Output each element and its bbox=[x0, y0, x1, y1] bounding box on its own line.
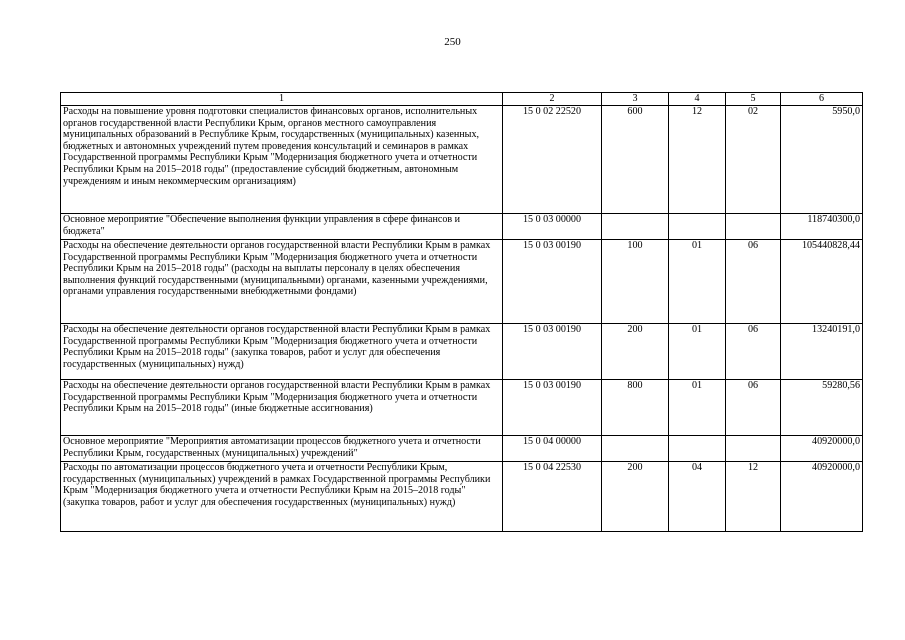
column-header-4: 4 bbox=[669, 93, 726, 106]
row-expense-type: 200 bbox=[602, 324, 669, 380]
row-subsection: 06 bbox=[726, 240, 781, 324]
page-number: 250 bbox=[444, 36, 461, 48]
column-header-1: 1 bbox=[61, 93, 503, 106]
table-row bbox=[61, 240, 863, 324]
column-header-6: 6 bbox=[781, 93, 863, 106]
header-row bbox=[61, 93, 863, 106]
row-amount: 40920000,0 bbox=[781, 436, 863, 462]
row-subsection: 06 bbox=[726, 380, 781, 436]
row-expense-type: 200 bbox=[602, 462, 669, 532]
row-section bbox=[669, 436, 726, 462]
row-description: Расходы на обеспечение деятельности органов государственной власти Республики Крым в рамках Государственной программы Республики Крым "Модернизация бюджетного учета и отчетности Республики Крым на 2015–2018 годы" (иные бюджетные ассигнования) bbox=[61, 380, 503, 436]
row-description: Расходы на обеспечение деятельности органов государственной власти Республики Крым в рамках Государственной программы Республики Крым "Модернизация бюджетного учета и отчетности Республики Крым на 2015–2018 годы" (закупка товаров, работ и услуг для обеспечения государственных (муниципальных) нужд) bbox=[61, 324, 503, 380]
row-target-article: 15 0 02 22520 bbox=[503, 106, 602, 214]
table-header bbox=[61, 93, 863, 106]
row-amount: 59280,56 bbox=[781, 380, 863, 436]
row-expense-type bbox=[602, 214, 669, 240]
row-target-article: 15 0 03 00190 bbox=[503, 380, 602, 436]
row-expense-type bbox=[602, 436, 669, 462]
table-row bbox=[61, 380, 863, 436]
table-row bbox=[61, 462, 863, 532]
row-description: Расходы по автоматизации процессов бюджетного учета и отчетности Республики Крым, государственных (муниципальных) учреждений в рамках Государственной программы Республики Крым "Модернизация бюджетного учета и отчетности Республики Крым на 2015–2018 годы" (закупка товаров, работ и услуг для обеспечения государственных (муниципальных) нужд) bbox=[61, 462, 503, 532]
row-target-article: 15 0 03 00190 bbox=[503, 240, 602, 324]
row-amount: 40920000,0 bbox=[781, 462, 863, 532]
table-row bbox=[61, 324, 863, 380]
row-section bbox=[669, 214, 726, 240]
row-amount: 105440828,44 bbox=[781, 240, 863, 324]
column-header-3: 3 bbox=[602, 93, 669, 106]
row-target-article: 15 0 04 00000 bbox=[503, 436, 602, 462]
row-subsection bbox=[726, 436, 781, 462]
row-description: Основное мероприятие "Мероприятия автоматизации процессов бюджетного учета и отчетности Республики Крым, государственных (муниципальных) учреждений" bbox=[61, 436, 503, 462]
row-target-article: 15 0 03 00000 bbox=[503, 214, 602, 240]
row-subsection: 02 bbox=[726, 106, 781, 214]
row-description: Расходы на обеспечение деятельности органов государственной власти Республики Крым в рамках Государственной программы Республики Крым "Модернизация бюджетного учета и отчетности Республики Крым на 2015–2018 годы" (расходы на выплаты персоналу в целях обеспечения выполнения функций государственными (муниципальными) органами, казенными учреждениями, органами управления государственными внебюджетными фондами) bbox=[61, 240, 503, 324]
row-expense-type: 600 bbox=[602, 106, 669, 214]
row-description: Основное мероприятие "Обеспечение выполнения функции управления в сфере финансов и бюджета" bbox=[61, 214, 503, 240]
row-section: 01 bbox=[669, 324, 726, 380]
row-amount: 118740300,0 bbox=[781, 214, 863, 240]
column-header-5: 5 bbox=[726, 93, 781, 106]
budget-table bbox=[60, 92, 863, 532]
column-header-2: 2 bbox=[503, 93, 602, 106]
row-target-article: 15 0 04 22530 bbox=[503, 462, 602, 532]
row-section: 01 bbox=[669, 380, 726, 436]
table-body bbox=[61, 106, 863, 532]
row-expense-type: 800 bbox=[602, 380, 669, 436]
row-target-article: 15 0 03 00190 bbox=[503, 324, 602, 380]
row-subsection bbox=[726, 214, 781, 240]
row-section: 04 bbox=[669, 462, 726, 532]
row-amount: 13240191,0 bbox=[781, 324, 863, 380]
row-description: Расходы на повышение уровня подготовки специалистов финансовых органов, исполнительных органов государственной власти Республики Крым, органов местного самоуправления муниципальных образований в Республике Крым, государственных (муниципальных) казенных, бюджетных и автономных учреждений путем проведения консультаций и семинаров в рамках Государственной программы Республики Крым "Модернизация бюджетного учета и отчетности Республики Крым на 2015–2018 годы" (предоставление субсидий бюджетным, автономным учреждениям и иным некоммерческим организациям) bbox=[61, 106, 503, 214]
row-subsection: 06 bbox=[726, 324, 781, 380]
table-row bbox=[61, 214, 863, 240]
row-subsection: 12 bbox=[726, 462, 781, 532]
row-expense-type: 100 bbox=[602, 240, 669, 324]
row-section: 12 bbox=[669, 106, 726, 214]
table-row bbox=[61, 436, 863, 462]
row-section: 01 bbox=[669, 240, 726, 324]
table-row bbox=[61, 106, 863, 214]
row-amount: 5950,0 bbox=[781, 106, 863, 214]
